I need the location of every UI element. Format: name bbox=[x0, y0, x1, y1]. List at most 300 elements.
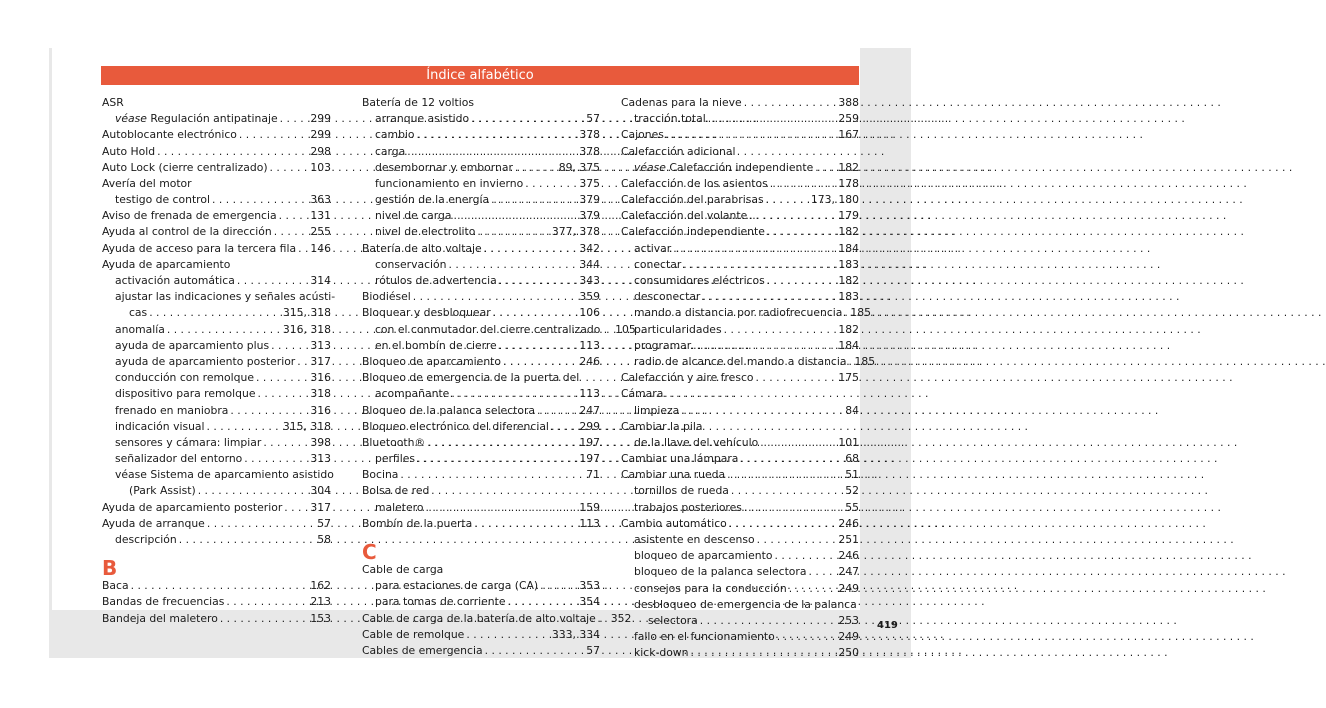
entry-page-ref: 105 bbox=[615, 322, 636, 336]
entry-page-ref: 162 bbox=[310, 579, 331, 593]
index-entry bbox=[362, 562, 600, 578]
dot-leader bbox=[258, 386, 309, 402]
dot-leader bbox=[454, 208, 578, 224]
entry-page-ref: 58 bbox=[317, 533, 331, 547]
entry-term: Bandas de frecuencias bbox=[102, 595, 225, 609]
index-entry bbox=[362, 305, 600, 321]
entry-page-ref: 131 bbox=[310, 209, 331, 223]
entry-term: cas bbox=[129, 306, 148, 320]
section-letter: C bbox=[362, 540, 377, 565]
index-entry bbox=[362, 241, 600, 257]
dot-leader bbox=[179, 532, 316, 548]
entry-page-ref: 316 bbox=[310, 371, 331, 385]
entry-page-ref: 304 bbox=[310, 484, 331, 498]
entry-term: asistente en descenso bbox=[634, 533, 755, 547]
entry-term: Batería de alto voltaje bbox=[362, 241, 482, 255]
index-entry bbox=[621, 144, 859, 160]
entry-term: con el conmutador del cierre centralizado . bbox=[375, 322, 608, 336]
dot-leader bbox=[230, 403, 308, 419]
entry-term: véase Sistema de aparcamiento asistido bbox=[115, 468, 334, 482]
entry-page-ref: 342 bbox=[579, 241, 600, 255]
dot-leader bbox=[815, 160, 836, 176]
entry-term: desconectar bbox=[634, 290, 701, 304]
dot-leader bbox=[270, 160, 309, 176]
index-entry bbox=[362, 338, 600, 354]
dot-leader bbox=[284, 500, 308, 516]
entry-term: nivel de carga bbox=[375, 209, 452, 223]
entry-term: acompañante bbox=[375, 387, 450, 401]
index-entry bbox=[102, 322, 331, 338]
entry-term: bloqueo de la palanca selectora bbox=[634, 565, 807, 579]
dot-leader bbox=[474, 516, 577, 532]
entry-page-ref: 175 bbox=[838, 371, 859, 385]
entry-page-ref: 363 bbox=[310, 193, 331, 207]
index-entry bbox=[362, 95, 600, 111]
entry-term: nivel de electrolito bbox=[375, 225, 476, 239]
page-title: Índice alfabético bbox=[101, 66, 859, 85]
entry-term: consejos para la conducción bbox=[634, 581, 787, 595]
entry-term: conducción con remolque bbox=[115, 371, 254, 385]
index-entry bbox=[102, 160, 331, 176]
dot-leader bbox=[525, 176, 577, 192]
entry-term: Autoblocante electrónico bbox=[102, 128, 237, 142]
entry-term: fallo en el funcionamiento bbox=[634, 630, 775, 644]
index-entry bbox=[102, 419, 331, 435]
index-entry bbox=[102, 192, 331, 208]
entry-page-ref: 378 bbox=[579, 128, 600, 142]
index-entry bbox=[362, 176, 600, 192]
entry-page-ref: 299 bbox=[579, 419, 600, 433]
entry-page-ref: 344 bbox=[579, 257, 600, 271]
entry-page-ref: 378 bbox=[579, 144, 600, 158]
entry-term: (Park Assist) bbox=[129, 484, 196, 498]
index-entry bbox=[621, 273, 859, 289]
entry-term: activar bbox=[634, 241, 672, 255]
index-entry bbox=[362, 467, 600, 483]
entry-term: trabajos posteriores bbox=[634, 500, 742, 514]
index-entry bbox=[102, 338, 331, 354]
entry-term: Cajones bbox=[621, 128, 664, 142]
entry-term: bloqueo de aparcamiento bbox=[634, 549, 773, 563]
entry-page-ref: 250 bbox=[838, 646, 859, 660]
entry-page-ref: 55 bbox=[845, 500, 859, 514]
dot-leader bbox=[297, 354, 308, 370]
entry-page-ref: 299 bbox=[310, 112, 331, 126]
dot-leader bbox=[666, 127, 837, 143]
index-entry bbox=[102, 208, 331, 224]
index-entry bbox=[102, 176, 331, 192]
entry-term: Bluetooth® bbox=[362, 435, 426, 449]
dot-leader bbox=[777, 629, 837, 645]
entry-term: Batería de 12 voltios bbox=[362, 95, 474, 109]
entry-page-ref: 246 bbox=[838, 549, 859, 563]
entry-page-ref: 246 bbox=[838, 516, 859, 530]
entry-term: ayuda de aparcamiento posterior bbox=[115, 354, 296, 368]
dot-leader bbox=[770, 176, 837, 192]
entry-term: rótulos de advertencia bbox=[375, 274, 497, 288]
dot-leader bbox=[417, 127, 578, 143]
index-entry bbox=[621, 176, 859, 192]
index-entry bbox=[621, 192, 859, 208]
entry-term: Calefacción adicional bbox=[621, 144, 736, 158]
entry-term: Calefacción del parabrisas bbox=[621, 193, 764, 207]
index-entry bbox=[621, 548, 859, 564]
index-entry bbox=[621, 597, 859, 613]
dot-leader bbox=[212, 192, 308, 208]
dot-leader bbox=[767, 224, 837, 240]
index-entry bbox=[102, 273, 331, 289]
entry-page-ref: 317 bbox=[310, 500, 331, 514]
entry-page-ref: 377, 378 bbox=[551, 225, 600, 239]
entry-page-ref: 182 bbox=[838, 160, 859, 174]
index-entry bbox=[102, 578, 331, 594]
index-entry bbox=[362, 484, 600, 500]
dot-leader bbox=[515, 160, 557, 176]
index-entry bbox=[102, 611, 331, 627]
dot-leader bbox=[767, 273, 837, 289]
entry-page-ref: 247 bbox=[579, 403, 600, 417]
entry-term: anomalía bbox=[115, 322, 165, 336]
dot-leader bbox=[740, 451, 843, 467]
entry-term: consumidores eléctricos bbox=[634, 274, 765, 288]
dot-leader bbox=[727, 467, 843, 483]
entry-page-ref: 182 bbox=[838, 322, 859, 336]
entry-term: Ayuda de aparcamiento bbox=[102, 257, 231, 271]
entry-page-ref: 167 bbox=[838, 128, 859, 142]
entry-page-ref: 251 bbox=[838, 533, 859, 547]
entry-term: Avería del motor bbox=[102, 176, 192, 190]
index-entry bbox=[102, 403, 331, 419]
entry-page-ref: 57 bbox=[586, 112, 600, 126]
index-entry bbox=[621, 257, 859, 273]
dot-leader bbox=[808, 564, 836, 580]
entry-page-ref: 103 bbox=[310, 160, 331, 174]
entry-term: carga bbox=[375, 144, 406, 158]
dot-leader bbox=[693, 338, 836, 354]
dot-leader bbox=[477, 224, 550, 240]
entry-page-ref: 182 bbox=[838, 274, 859, 288]
entry-term: Bloqueo de aparcamiento bbox=[362, 354, 501, 368]
entry-term: particularidades bbox=[634, 322, 722, 336]
index-entry bbox=[102, 289, 336, 305]
index-entry bbox=[621, 370, 859, 386]
index-entry bbox=[102, 241, 331, 257]
index-entry bbox=[102, 484, 331, 500]
index-entry bbox=[102, 500, 331, 516]
index-column-3 bbox=[621, 95, 876, 662]
index-entry bbox=[102, 144, 331, 160]
entry-term: mando a distancia por radiofrecuencia bbox=[634, 306, 843, 320]
entry-page-ref: 315, 318 bbox=[282, 306, 331, 320]
entry-term: Bandeja del maletero bbox=[102, 611, 218, 625]
entry-page-ref: 113 bbox=[579, 338, 600, 352]
dot-leader bbox=[485, 643, 585, 659]
index-entry bbox=[362, 289, 600, 305]
entry-page-ref: 247 bbox=[838, 565, 859, 579]
dot-leader bbox=[425, 500, 577, 516]
entry-page-ref: 89, 375 bbox=[558, 160, 600, 174]
entry-page-ref: 299 bbox=[310, 128, 331, 142]
entry-term: de la llave del vehículo bbox=[634, 435, 759, 449]
index-entry bbox=[102, 594, 331, 610]
entry-page-ref: 255 bbox=[310, 225, 331, 239]
entry-term: Bocina bbox=[362, 468, 399, 482]
entry-page-ref: 182 bbox=[838, 225, 859, 239]
entry-term: Cambiar una lámpara bbox=[621, 452, 739, 466]
page-number: 419 bbox=[877, 620, 898, 631]
dot-leader bbox=[413, 289, 578, 305]
index-entry bbox=[362, 322, 636, 338]
index-entry bbox=[621, 225, 859, 241]
dot-leader bbox=[537, 403, 577, 419]
entry-page-ref: 316 bbox=[310, 403, 331, 417]
entry-page-ref: 197 bbox=[579, 452, 600, 466]
entry-term: Calefacción y aire fresco bbox=[621, 371, 754, 385]
entry-term: señalizador del entorno bbox=[115, 452, 243, 466]
index-entry bbox=[621, 467, 859, 483]
index-entry bbox=[621, 403, 859, 419]
index-entry bbox=[102, 95, 331, 111]
index-entry bbox=[362, 208, 600, 224]
dot-leader bbox=[708, 111, 837, 127]
entry-term: Auto Hold bbox=[102, 144, 156, 158]
dot-leader bbox=[427, 435, 577, 451]
entry-page-ref: 379 bbox=[579, 193, 600, 207]
index-entry bbox=[102, 467, 334, 483]
entry-page-ref: 359 bbox=[579, 290, 600, 304]
entry-term: radio de alcance del mando a distancia bbox=[634, 354, 847, 368]
dot-leader bbox=[239, 127, 309, 143]
index-entry bbox=[621, 532, 859, 548]
index-entry bbox=[621, 484, 859, 500]
index-entry bbox=[362, 354, 600, 370]
entry-page-ref: 317 bbox=[310, 354, 331, 368]
entry-term: cambio bbox=[375, 128, 415, 142]
entry-term: kick-down bbox=[634, 646, 689, 660]
index-entry bbox=[621, 208, 859, 224]
entry-term: Cambiar una rueda bbox=[621, 468, 726, 482]
entry-page-ref: 106 bbox=[579, 306, 600, 320]
index-entry bbox=[102, 257, 331, 273]
entry-page-ref: 51 bbox=[845, 468, 859, 482]
entry-page-ref: 313 bbox=[310, 452, 331, 466]
entry-term: gestión de la energía bbox=[375, 193, 490, 207]
entry-page-ref: 153 bbox=[310, 611, 331, 625]
entry-term: Bloqueo de emergencia de la puerta del bbox=[362, 371, 580, 385]
index-entry bbox=[102, 370, 331, 386]
entry-page-ref: 333, 334 bbox=[551, 627, 600, 641]
index-entry bbox=[102, 111, 331, 127]
dot-leader bbox=[729, 516, 837, 532]
index-entry bbox=[102, 225, 331, 241]
entry-term: Auto Lock (cierre centralizado) bbox=[102, 160, 268, 174]
dot-leader bbox=[491, 192, 577, 208]
entry-page-ref: 184 bbox=[838, 241, 859, 255]
dot-leader bbox=[757, 532, 837, 548]
dot-leader bbox=[466, 627, 550, 643]
entry-term: Cable de remolque bbox=[362, 627, 465, 641]
entry-page-ref: 253 bbox=[838, 613, 859, 627]
index-entry bbox=[621, 305, 871, 321]
index-entry bbox=[621, 322, 859, 338]
entry-term: selectora bbox=[648, 613, 698, 627]
dot-leader bbox=[198, 483, 309, 499]
dot-leader bbox=[766, 192, 809, 208]
dot-leader bbox=[417, 451, 577, 467]
dot-leader bbox=[157, 144, 308, 160]
entry-page-ref: 52 bbox=[845, 484, 859, 498]
index-entry bbox=[362, 192, 600, 208]
entry-term: Ayuda de arranque bbox=[102, 516, 205, 530]
entry-term: funcionamiento en invierno bbox=[375, 176, 524, 190]
entry-term: sensores y cámara: limpiar bbox=[115, 435, 262, 449]
index-entry bbox=[362, 127, 600, 143]
dot-leader bbox=[503, 354, 577, 370]
index-entry bbox=[102, 532, 331, 548]
entry-page-ref: 183 bbox=[838, 257, 859, 271]
index-entry bbox=[362, 225, 600, 241]
entry-page-ref: 246 bbox=[579, 354, 600, 368]
index-entry bbox=[102, 305, 331, 321]
dot-leader bbox=[774, 548, 836, 564]
index-entry bbox=[362, 594, 600, 610]
entry-term: Calefacción del volante bbox=[621, 209, 748, 223]
entry-term: maletero bbox=[375, 500, 424, 514]
entry-page-ref: 298 bbox=[310, 144, 331, 158]
index-entry bbox=[362, 370, 600, 386]
index-entry bbox=[102, 127, 331, 143]
index-entry bbox=[102, 435, 331, 451]
dot-leader bbox=[244, 451, 308, 467]
dot-leader bbox=[400, 467, 584, 483]
dot-leader bbox=[131, 578, 309, 594]
dot-leader bbox=[451, 386, 577, 402]
entry-term: Cambio automático bbox=[621, 516, 727, 530]
dot-leader bbox=[690, 645, 836, 661]
dot-leader bbox=[207, 516, 315, 532]
index-entry bbox=[621, 95, 859, 111]
entry-page-ref: 379 bbox=[579, 209, 600, 223]
entry-term: desbloqueo de emergencia de la palanca bbox=[634, 597, 857, 611]
index-entry bbox=[362, 435, 600, 451]
entry-page-ref: 318 bbox=[310, 387, 331, 401]
entry-page-ref: 113 bbox=[579, 516, 600, 530]
entry-term: Bombín de la puerta bbox=[362, 516, 473, 530]
entry-term: Bloqueo de la palanca selectora bbox=[362, 403, 536, 417]
entry-page-ref: 213 bbox=[310, 595, 331, 609]
dot-leader bbox=[271, 338, 308, 354]
index-entry bbox=[621, 354, 876, 370]
index-entry bbox=[621, 500, 859, 516]
entry-term: Calefacción de los asientos bbox=[621, 176, 768, 190]
dot-leader bbox=[540, 578, 577, 594]
entry-page-ref: 101 bbox=[838, 435, 859, 449]
index-entry bbox=[621, 160, 859, 176]
dot-leader bbox=[760, 435, 836, 451]
dot-leader bbox=[749, 208, 836, 224]
entry-page-ref: 316, 318 bbox=[282, 322, 331, 336]
index-entry bbox=[362, 643, 600, 659]
index-entry bbox=[362, 403, 600, 419]
entry-term: Cadenas para la nieve bbox=[621, 95, 742, 109]
entry-term: ayuda de aparcamiento plus bbox=[115, 338, 270, 352]
entry-page-ref: 249 bbox=[838, 630, 859, 644]
index-entry bbox=[621, 241, 859, 257]
index-entry bbox=[621, 289, 859, 305]
entry-term: activación automática bbox=[115, 274, 235, 288]
dot-leader bbox=[263, 435, 308, 451]
entry-term: Bloquear y desbloquear bbox=[362, 306, 491, 320]
dot-leader bbox=[220, 611, 309, 627]
entry-page-ref: 353 bbox=[579, 579, 600, 593]
entry-page-ref: 71 bbox=[586, 468, 600, 482]
dot-leader bbox=[279, 208, 309, 224]
entry-term: testigo de control bbox=[115, 193, 210, 207]
index-entry bbox=[621, 419, 859, 435]
dot-leader bbox=[484, 241, 578, 257]
entry-term: Cable de carga de la batería de alto voltaje . bbox=[362, 611, 603, 625]
dot-leader bbox=[673, 241, 836, 257]
entry-page-ref: 314 bbox=[310, 274, 331, 288]
entry-term: limpieza bbox=[634, 403, 680, 417]
index-entry bbox=[362, 578, 600, 594]
entry-term: Bolsa de red bbox=[362, 484, 430, 498]
dot-leader bbox=[744, 500, 843, 516]
entry-term: Biodiésel bbox=[362, 290, 411, 304]
dot-leader bbox=[508, 594, 578, 610]
dot-leader bbox=[407, 144, 577, 160]
dot-leader bbox=[551, 419, 577, 435]
entry-page-ref: 249 bbox=[838, 581, 859, 595]
dot-leader bbox=[789, 581, 837, 597]
entry-term: dispositivo para remolque bbox=[115, 387, 256, 401]
dot-leader bbox=[280, 111, 309, 127]
entry-page-ref: 197 bbox=[579, 435, 600, 449]
index-entry bbox=[621, 338, 859, 354]
entry-page-ref: 57 bbox=[317, 516, 331, 530]
dot-leader bbox=[848, 354, 852, 370]
index-entry bbox=[362, 160, 600, 176]
dot-leader bbox=[702, 289, 836, 305]
entry-term: Cable de carga bbox=[362, 563, 444, 577]
entry-term: Ayuda al control de la dirección bbox=[102, 225, 272, 239]
dot-leader bbox=[499, 273, 578, 289]
dot-leader bbox=[731, 483, 843, 499]
entry-page-ref: 57 bbox=[586, 643, 600, 657]
section-letter: B bbox=[102, 556, 118, 581]
entry-term: Cables de emergencia bbox=[362, 643, 483, 657]
entry-term: Cámara bbox=[621, 387, 664, 401]
entry-page-ref: 159 bbox=[579, 500, 600, 514]
entry-page-ref: 354 bbox=[579, 595, 600, 609]
entry-term: para tomas de corriente bbox=[375, 595, 506, 609]
entry-term: indicación visual bbox=[115, 419, 205, 433]
entry-term: desembornar y embornar bbox=[375, 160, 513, 174]
entry-page-ref: 178 bbox=[838, 176, 859, 190]
entry-term: Baca bbox=[102, 579, 129, 593]
entry-term: véase Calefacción independiente bbox=[634, 160, 814, 174]
entry-term: frenado en maniobra bbox=[115, 403, 229, 417]
index-column-2 bbox=[362, 95, 636, 659]
dot-leader bbox=[493, 305, 578, 321]
entry-term: ajustar las indicaciones y señales acústi- bbox=[115, 290, 336, 304]
entry-term: Aviso de frenada de emergencia bbox=[102, 209, 277, 223]
dot-leader bbox=[844, 305, 848, 321]
index-entry bbox=[102, 354, 331, 370]
index-entry bbox=[621, 645, 859, 661]
entry-page-ref: 343 bbox=[579, 274, 600, 288]
index-entry bbox=[102, 516, 331, 532]
